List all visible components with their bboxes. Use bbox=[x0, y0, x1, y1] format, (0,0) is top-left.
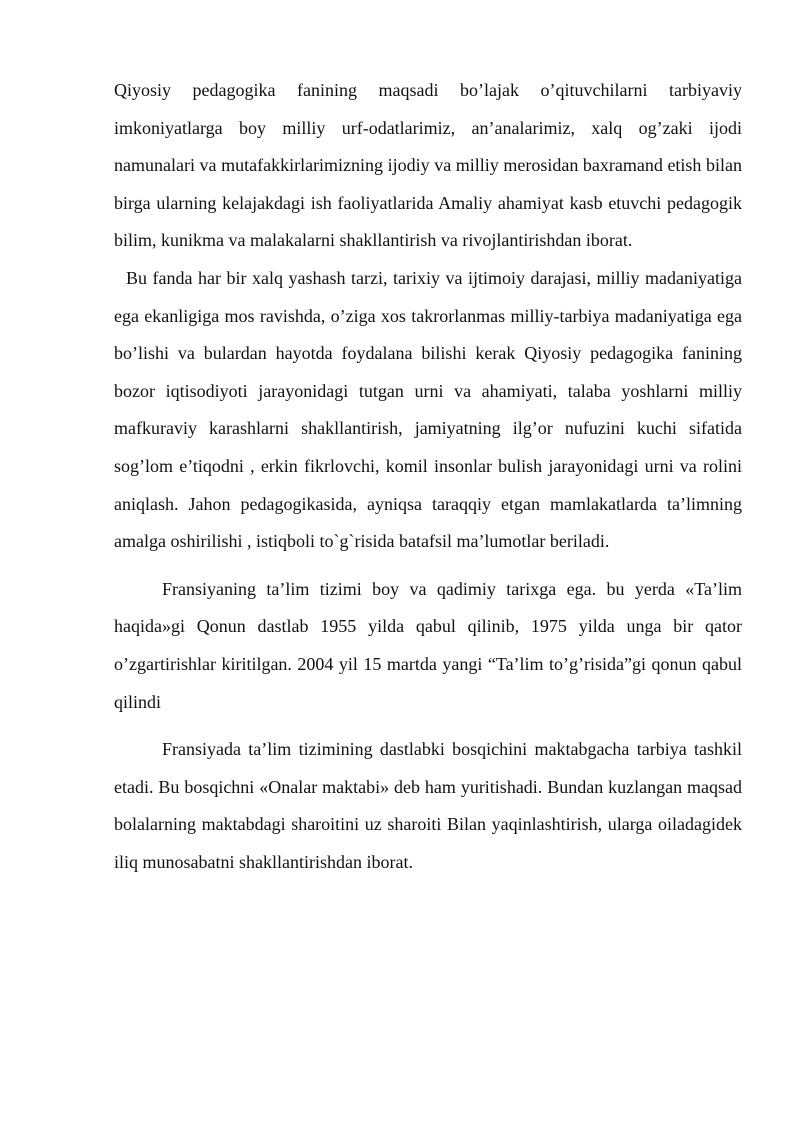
paragraph-france-preschool: Fransiyada ta’lim tizimining dastlabki bosqichini maktabgacha tarbiya tashkil etadi. Bu bosqichni «Onalar maktabi» deb ham yuritishadi. Bundan kuzlangan maqsad bolalarning maktabdagi sharoitini uz sharoiti Bilan yaqinlashtirish, ularga oiladagidek iliq munosabatni shakllantirishdan iborat. bbox=[114, 739, 742, 872]
paragraph-subject: Bu fanda har bir xalq yashash tarzi, tarixiy va ijtimoiy darajasi, milliy madaniyatiga ega ekanligiga mos ravishda, o’ziga xos takrorlanmas milliy-tarbiya madaniyatiga ega bo’lishi va bulardan hayotda foydalana bilishi kerak Qiyosiy pedagogika fanining bozor iqtisodiyoti jarayonidagi tutgan urni va ahamiyati, talaba yoshlarni milliy mafkuraviy karashlarni shakllantirish, jamiyatning ilg’or nufuzini kuchi sifatida sog’lom e’tiqodni , erkin fikrlovchi, komil insonlar bulish jarayonidagi urni va rolini aniqlash. Jahon pedagogikasida, ayniqsa taraqqiy etgan mamlakatlarda ta’limning amalga oshirilishi , istiqboli to`g`risida batafsil ma’lumotlar beriladi. bbox=[114, 267, 742, 552]
paragraph-france-law: Fransiyaning ta’lim tizimi boy va qadimiy tarixga ega. bu yerda «Ta’lim haqida»gi Qonun dastlab 1955 yilda qabul qilinib, 1975 yilda unga bir qator o’zgartirishlar kiritilgan. 2004 yil 15 martda yangi “Ta’lim to’g’risida”gi qonun qabul qilindi bbox=[114, 578, 742, 712]
paragraph-goal: Qiyosiy pedagogika fanining maqsadi bo’lajak o’qituvchilarni tarbiyaviy imkoniyatlarga boy milliy urf-odatlarimiz, an’analarimiz, xalq og’zaki ijodi namunalari va mutafakkirlarimizning ijodiy va milliy merosidan baxramand etish bilan birga ularning kelajakdagi ish faoliyatlarida Amaliy ahamiyat kasb etuvchi pedagogik bilim, kunikma va malakalarni shakllantirish va rivojlantirishdan iborat. bbox=[114, 80, 742, 251]
document-page bbox=[114, 72, 742, 881]
